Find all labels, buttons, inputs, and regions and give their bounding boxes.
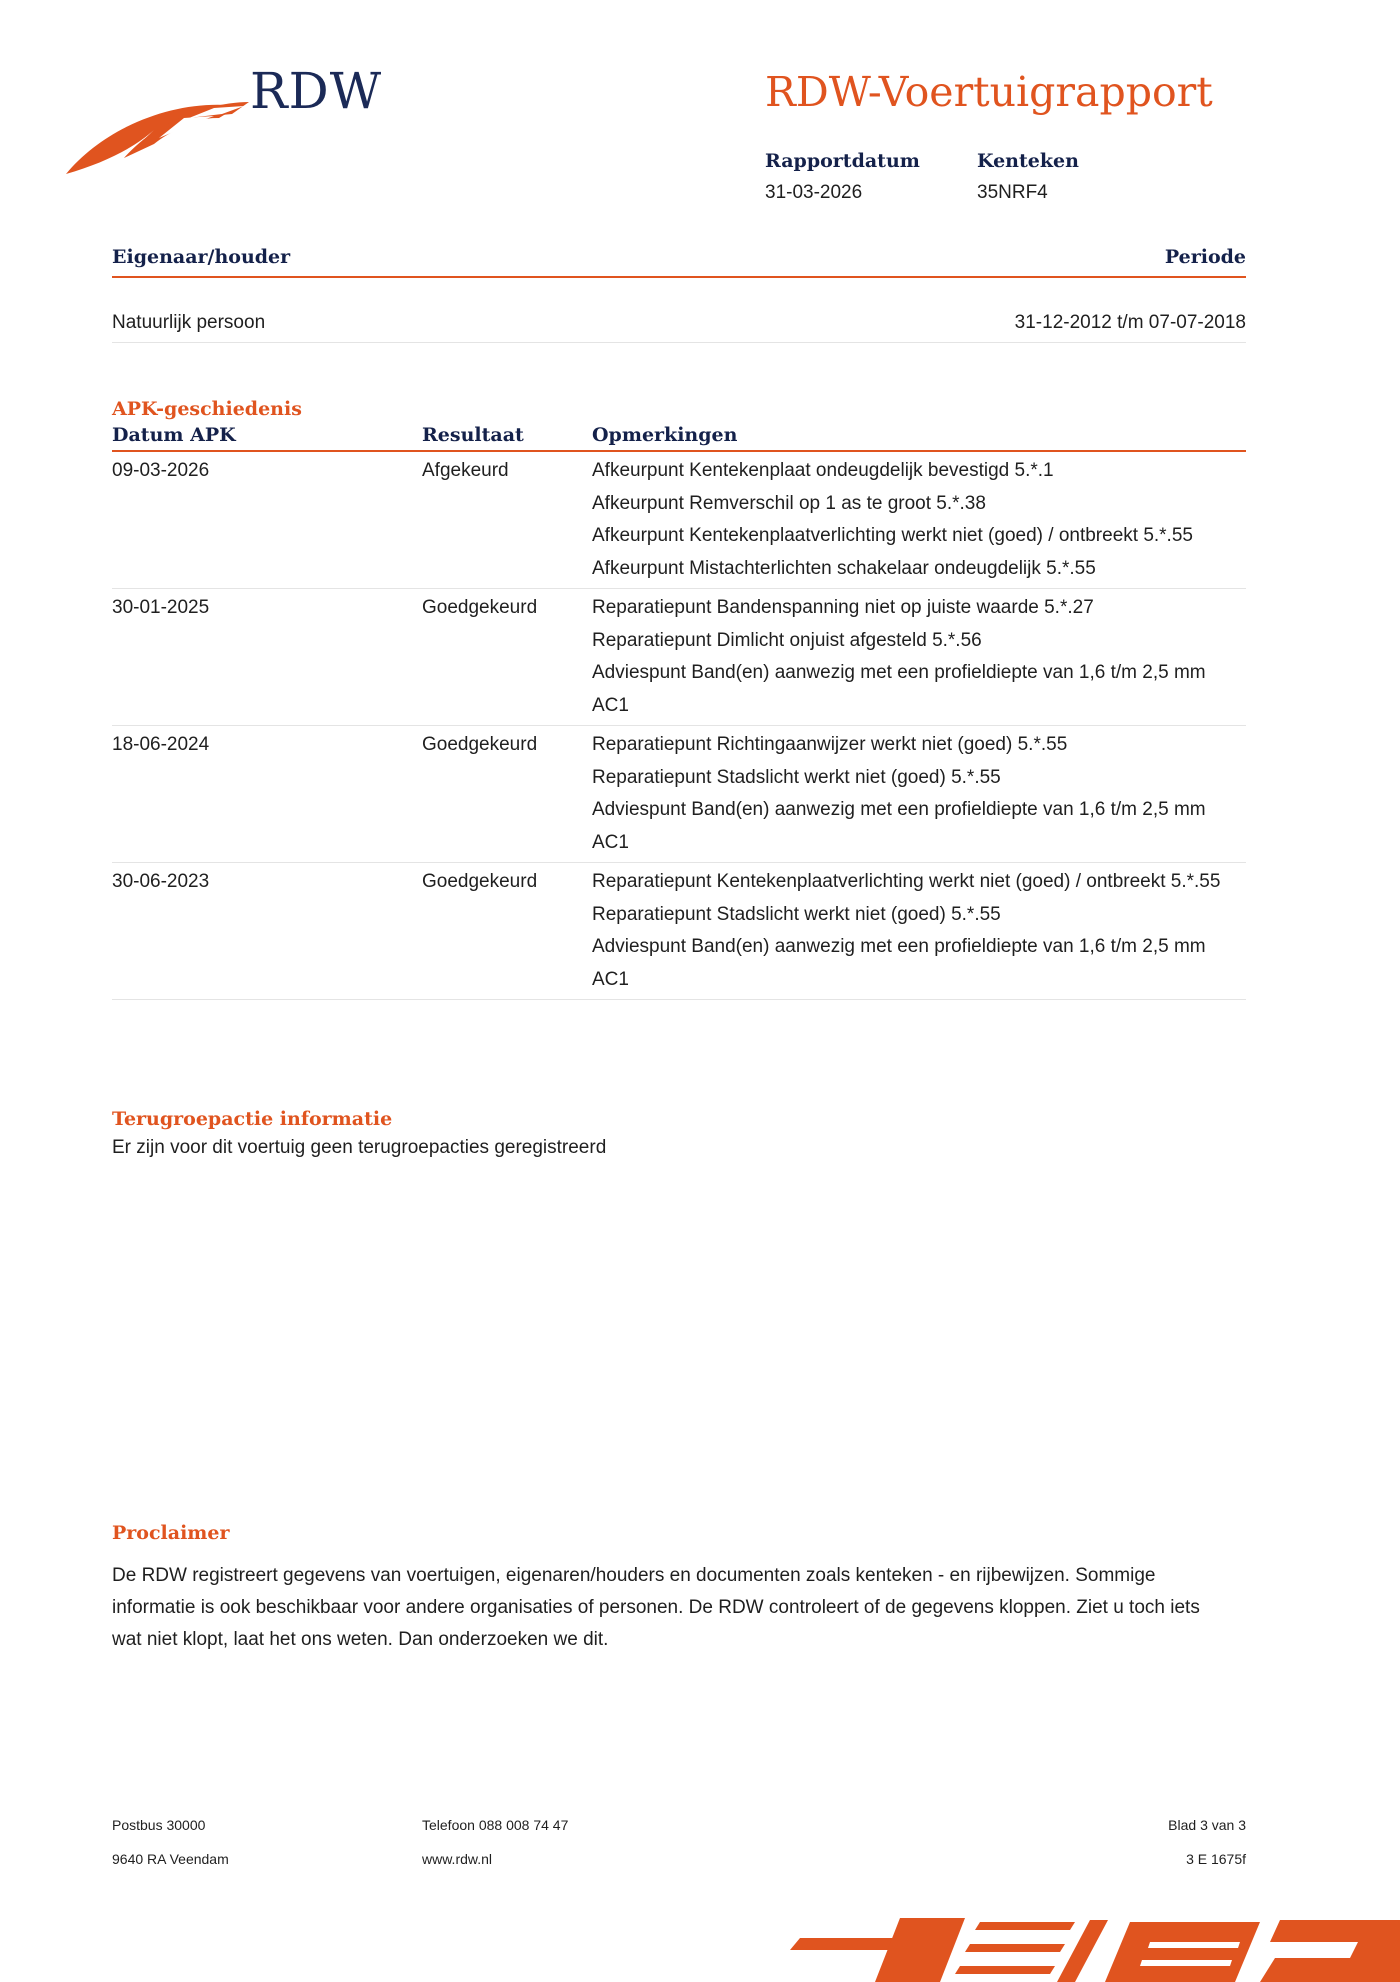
- proclaimer-title: Proclaimer: [112, 1522, 230, 1544]
- report-title: RDW-Voertuigrapport: [765, 68, 1213, 116]
- remark: Afkeurpunt Kentekenplaatverlichting werkt niet (goed) / ontbreekt 5.*.55: [592, 525, 1193, 546]
- apk-result: Goedgekeurd: [422, 726, 592, 863]
- apk-result: Afgekeurd: [422, 451, 592, 589]
- report-date-label: Rapportdatum: [765, 150, 920, 172]
- table-row: [112, 726, 1246, 863]
- proclaimer-text: De RDW registreert gegevens van voertuigen, eigenaren/houders en documenten zoals kenteken - en rijbewijzen. Sommige informatie is ook beschikbaar voor andere organisaties of personen. De RDW controleert of de gegevens kloppen. Ziet u toch iets wat niet klopt, laat het ons weten. Dan onderzoeken we dit.: [112, 1565, 1200, 1650]
- recall-title: Terugroepactie informatie: [112, 1108, 393, 1130]
- owner-section: [112, 246, 1246, 343]
- owner-value: Natuurlijk persoon: [112, 312, 266, 333]
- apk-remarks: [592, 726, 1246, 863]
- recall-section: [112, 1108, 1246, 1164]
- apk-header-row: [112, 420, 1246, 451]
- owner-header: [112, 246, 1246, 278]
- remark: Reparatiepunt Richtingaanwijzer werkt niet (goed) 5.*.55: [592, 734, 1068, 755]
- apk-date: 30-06-2023: [112, 863, 422, 1000]
- apk-result: Goedgekeurd: [422, 863, 592, 1000]
- plate-label: Kenteken: [977, 150, 1079, 172]
- apk-date: 18-06-2024: [112, 726, 422, 863]
- apk-date: 09-03-2026: [112, 451, 422, 589]
- footer-web[interactable]: www.rdw.nl: [422, 1851, 493, 1867]
- remark: Reparatiepunt Stadslicht werkt niet (goed) 5.*.55: [592, 766, 1001, 788]
- footer-code: 3 E 1675f: [1186, 1851, 1246, 1867]
- remark: Reparatiepunt Stadslicht werkt niet (goed) 5.*.55: [592, 903, 1001, 925]
- apk-remarks: [592, 589, 1246, 726]
- table-row: [112, 863, 1246, 1000]
- col-date: Datum APK: [112, 420, 422, 451]
- table-row: [112, 589, 1246, 726]
- col-remarks: Opmerkingen: [592, 420, 1246, 451]
- report-date-value: 31-03-2026: [765, 182, 863, 203]
- footer-contact: [422, 1817, 568, 1867]
- footer-address: [112, 1817, 229, 1867]
- apk-section: [112, 398, 1246, 1000]
- remark: Afkeurpunt Remverschil op 1 as te groot 5.*.38: [592, 492, 986, 514]
- footer-phone: Telefoon 088 008 74 47: [422, 1817, 569, 1833]
- apk-title: APK-geschiedenis: [112, 398, 302, 420]
- owner-row: [112, 278, 1246, 343]
- report-date-block: [765, 150, 920, 204]
- footer-page: Blad 3 van 3: [1168, 1817, 1246, 1833]
- remark: Adviespunt Band(en) aanwezig met een profieldiepte van 1,6 t/m 2,5 mm AC1: [592, 662, 1206, 716]
- plate-value: 35NRF4: [977, 182, 1048, 203]
- remark: Reparatiepunt Dimlicht onjuist afgesteld 5.*.56: [592, 629, 982, 651]
- apk-remarks: [592, 451, 1246, 589]
- remark: Reparatiepunt Bandenspanning niet op juiste waarde 5.*.27: [592, 597, 1094, 618]
- recall-text: Er zijn voor dit voertuig geen terugroepacties geregistreerd: [112, 1137, 607, 1158]
- apk-date: 30-01-2025: [112, 589, 422, 726]
- apk-table: [112, 420, 1246, 1000]
- col-result: Resultaat: [422, 420, 592, 451]
- apk-result: Goedgekeurd: [422, 589, 592, 726]
- footer-address-line2: 9640 RA Veendam: [112, 1851, 229, 1867]
- footer-address-line1: Postbus 30000: [112, 1817, 206, 1833]
- period-value: 31-12-2012 t/m 07-07-2018: [1014, 312, 1246, 333]
- logo-text: RDW: [250, 62, 383, 120]
- remark: Adviespunt Band(en) aanwezig met een profieldiepte van 1,6 t/m 2,5 mm AC1: [592, 799, 1206, 853]
- remark: Reparatiepunt Kentekenplaatverlichting werkt niet (goed) / ontbreekt 5.*.55: [592, 871, 1221, 892]
- apk-remarks: [592, 863, 1246, 1000]
- table-row: [112, 451, 1246, 589]
- proclaimer-section: [112, 1522, 1246, 1656]
- decorative-stripes-icon: [790, 1900, 1400, 1982]
- remark: Afkeurpunt Mistachterlichten schakelaar ondeugdelijk 5.*.55: [592, 557, 1096, 579]
- footer-page-info: [1168, 1817, 1246, 1867]
- remark: Adviespunt Band(en) aanwezig met een profieldiepte van 1,6 t/m 2,5 mm AC1: [592, 936, 1206, 990]
- plate-block: [977, 150, 1079, 204]
- period-label: Periode: [1164, 246, 1246, 268]
- owner-label: Eigenaar/houder: [112, 246, 291, 268]
- remark: Afkeurpunt Kentekenplaat ondeugdelijk bevestigd 5.*.1: [592, 460, 1054, 481]
